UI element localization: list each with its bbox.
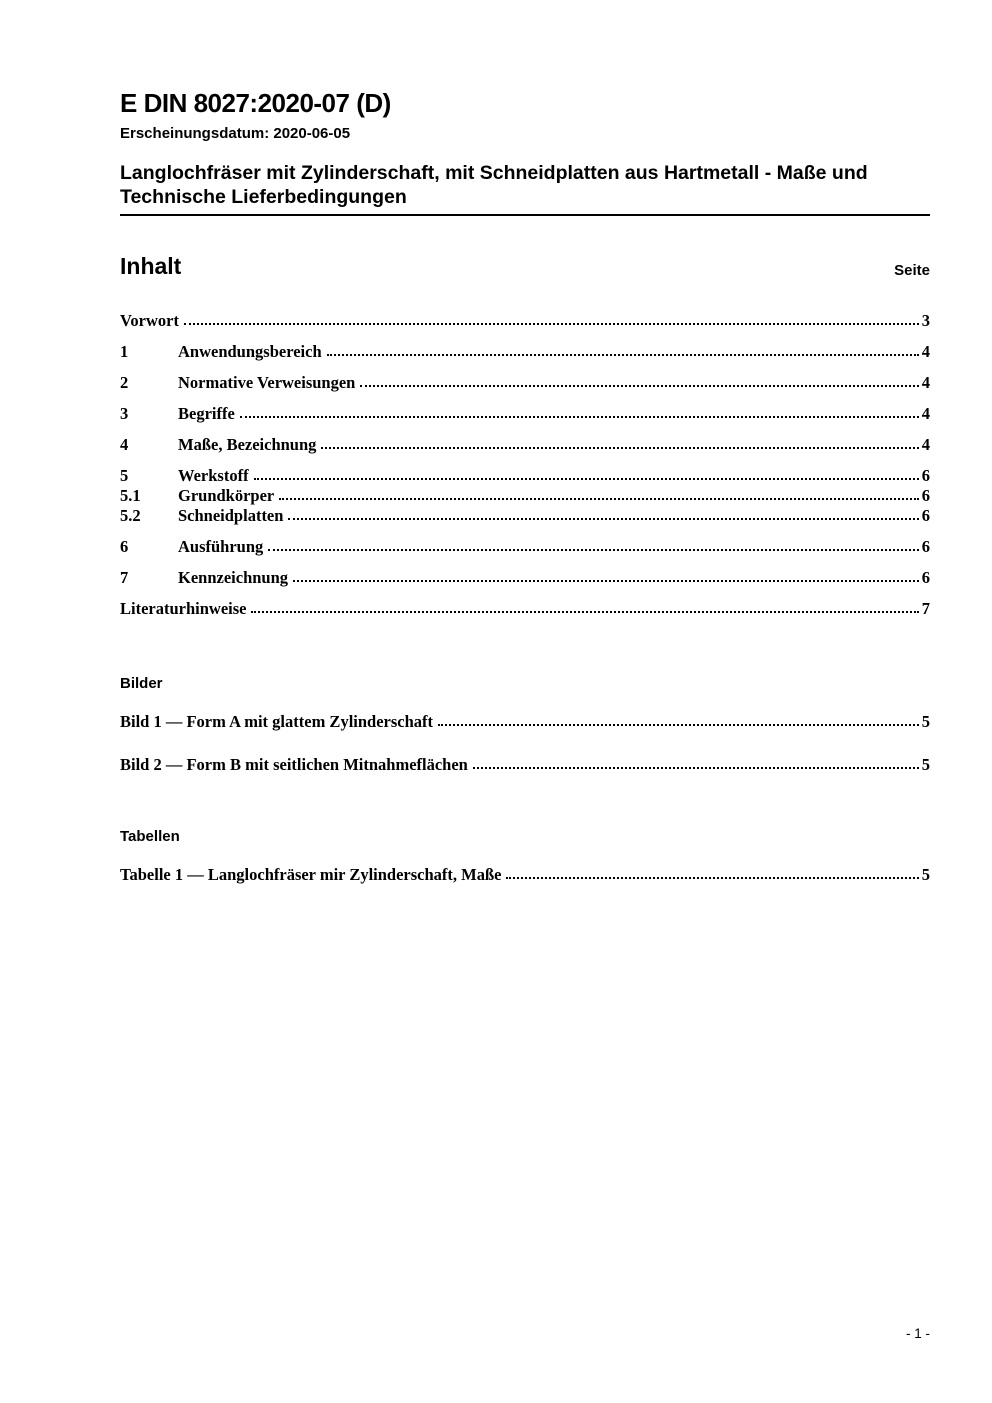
- toc-entry-label: Vorwort: [120, 311, 179, 330]
- toc-entry-number: 7: [120, 568, 129, 587]
- release-date: Erscheinungsdatum: 2020-06-05: [120, 125, 351, 142]
- toc-entry-5: [120, 467, 930, 484]
- tables-section: [120, 828, 930, 883]
- toc-entry-6: [120, 538, 930, 555]
- toc-entry-page: 4: [921, 373, 930, 392]
- document-title-line2: Technische Lieferbedingungen: [120, 186, 407, 208]
- toc-entry-number: 5: [120, 466, 129, 485]
- dot-leader: [327, 354, 919, 356]
- toc-entry-1: [120, 343, 930, 360]
- dot-leader: [321, 447, 918, 449]
- figure-entry-1: [120, 713, 930, 730]
- dot-leader: [268, 549, 918, 551]
- dot-leader: [473, 767, 919, 769]
- contents-heading: Inhalt: [120, 253, 182, 279]
- dot-leader: [506, 877, 918, 879]
- toc-list: [120, 312, 930, 617]
- toc-entry-3: [120, 405, 930, 422]
- toc-entry-literaturhinweise: [120, 600, 930, 617]
- toc-entry-page: 6: [921, 486, 930, 505]
- toc-entry-page: 4: [921, 342, 930, 361]
- figure-entry-label: Bild 1 — Form A mit glattem Zylinderschaft: [120, 712, 434, 731]
- toc-entry-number: 5.2: [120, 506, 141, 525]
- figure-entry-label: Bild 2 — Form B mit seitlichen Mitnahmeflächen: [120, 755, 468, 774]
- dot-leader: [288, 518, 918, 520]
- toc-entry-number: 6: [120, 537, 129, 556]
- tables-heading: Tabellen: [120, 828, 180, 845]
- toc-entry-page: 6: [921, 506, 930, 525]
- toc-entry-page: 3: [921, 311, 930, 330]
- contents-header-row: [120, 253, 930, 279]
- table-entry-label: Tabelle 1 — Langlochfräser mir Zylinderschaft, Maße: [120, 865, 502, 884]
- toc-entry-7: [120, 569, 930, 586]
- dot-leader: [438, 724, 919, 726]
- toc-entry-number: 4: [120, 435, 129, 454]
- table-entry-1: [120, 866, 930, 883]
- toc-entry-number: 1: [120, 342, 129, 361]
- toc-entry-page: 4: [921, 404, 930, 423]
- page-column-label: Seite: [894, 262, 930, 279]
- footer-page-number: - 1 -: [905, 1326, 930, 1341]
- figure-entry-page: 5: [921, 755, 930, 774]
- toc-entry-label: Normative Verweisungen: [178, 373, 356, 392]
- toc-entry-number: 2: [120, 373, 129, 392]
- toc-entry-page: 6: [921, 537, 930, 556]
- dot-leader: [184, 323, 919, 325]
- toc-entry-label: Grundkörper: [178, 486, 275, 505]
- dot-leader: [293, 580, 919, 582]
- dot-leader: [279, 498, 918, 500]
- toc-entry-label: Ausführung: [178, 537, 264, 556]
- document-title-line1: Langlochfräser mit Zylinderschaft, mit Schneidplatten aus Hartmetall - Maße und: [120, 162, 868, 184]
- toc-entry-vorwort: [120, 312, 930, 329]
- toc-entry-2: [120, 374, 930, 391]
- toc-entry-label: Schneidplatten: [178, 506, 284, 525]
- toc-entry-number: 3: [120, 404, 129, 423]
- toc-entry-page: 4: [921, 435, 930, 454]
- toc-entry-5-2: [120, 507, 930, 524]
- toc-entry-label: Maße, Bezeichnung: [178, 435, 317, 454]
- dot-leader: [360, 385, 918, 387]
- toc-entry-page: 7: [921, 599, 930, 618]
- toc-entry-label: Werkstoff: [178, 466, 249, 485]
- figure-entry-page: 5: [921, 712, 930, 731]
- toc-entry-label: Kennzeichnung: [178, 568, 289, 587]
- figures-heading: Bilder: [120, 675, 163, 692]
- toc-entry-label: Begriffe: [178, 404, 235, 423]
- toc-entry-label: Anwendungsbereich: [178, 342, 322, 361]
- toc-entry-4: [120, 436, 930, 453]
- dot-leader: [240, 416, 919, 418]
- document-number: E DIN 8027:2020-07 (D): [120, 88, 391, 118]
- figure-entry-2: [120, 756, 930, 773]
- toc-entry-page: 6: [921, 568, 930, 587]
- toc-entry-5-1: [120, 487, 930, 504]
- toc-entry-number: 5.1: [120, 486, 141, 505]
- figures-section: [120, 675, 930, 773]
- document-title: [120, 161, 930, 216]
- toc-entry-page: 6: [921, 466, 930, 485]
- toc-entry-label: Literaturhinweise: [120, 599, 247, 618]
- table-entry-page: 5: [921, 865, 930, 884]
- dot-leader: [251, 611, 918, 613]
- dot-leader: [254, 478, 919, 480]
